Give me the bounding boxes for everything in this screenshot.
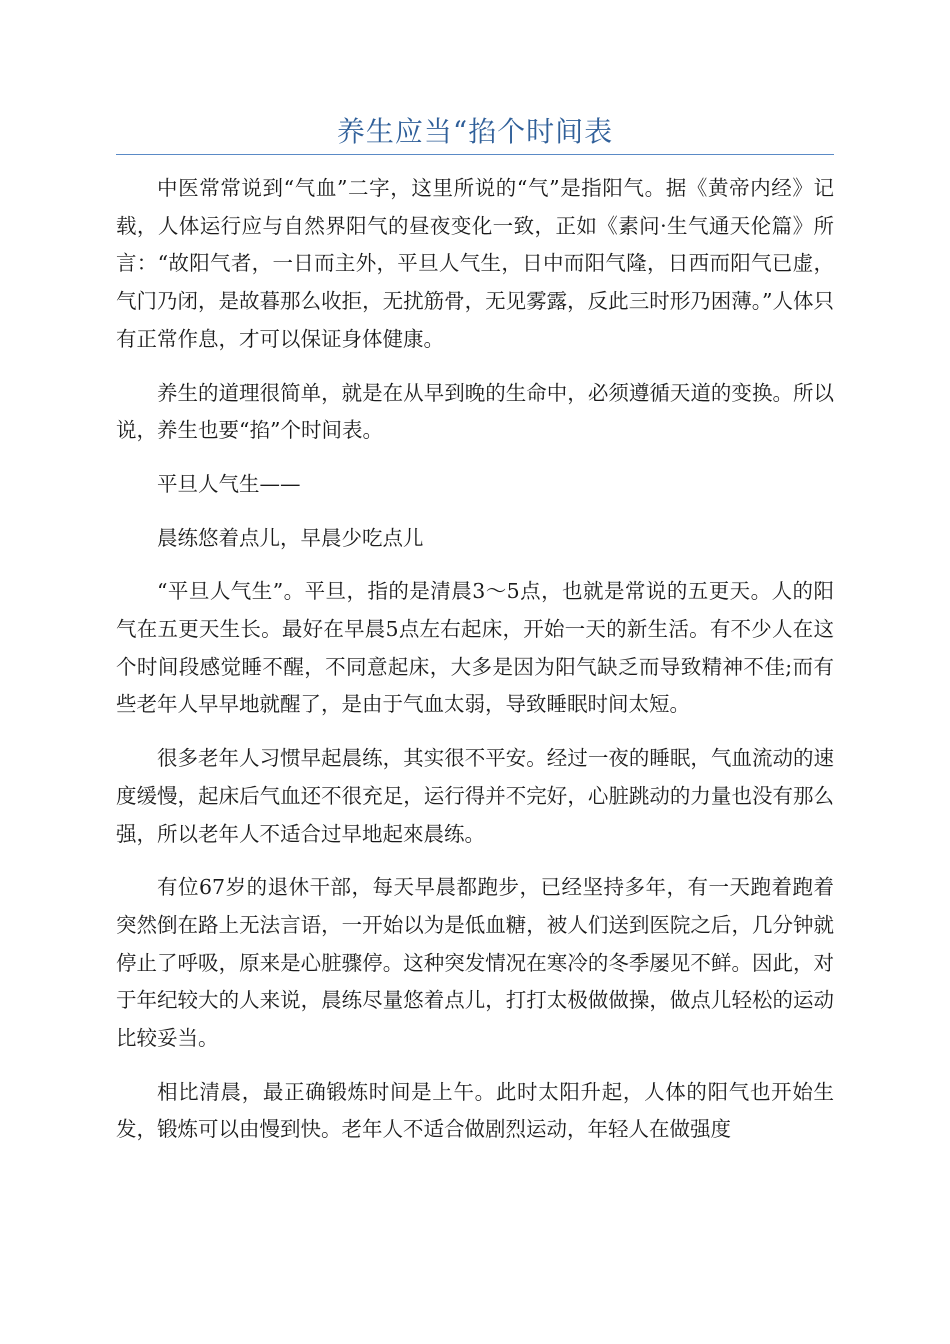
paragraph-2: 养生的道理很简单，就是在从早到晚的生命中，必须遵循天道的变换。所以说，养生也要“掐”个时间表。	[116, 380, 834, 443]
paragraph-5: 有位67岁的退休干部，每天早晨都跑步，已经坚持多年，有一天跑着跑着突然倒在路上无法言语，一开始以为是低血糖，被人们送到医院之后，几分钟就停止了呼吸，原来是心脏骤停。这种突发情况在寒冷的冬季屡见不鲜。因此，对于年纪较大的人来说，晨练尽量悠着点儿，打打太极做做操，做点儿轻松的运动比较妥当。	[116, 875, 834, 1051]
section-subheading-1: 晨练悠着点儿，早晨少吃点儿	[157, 525, 424, 550]
title-underline	[116, 154, 834, 155]
document-title: 养生应当“掐个时间表	[336, 115, 614, 148]
paragraph-3: “平旦人气生”。平旦，指的是清晨3～5点，也就是常说的五更天。人的阳气在五更天生长。最好在早晨5点左右起床，开始一天的新生活。有不少人在这个时间段感觉睡不醒，不同意起床，大多是因为阳气缺乏而导致精神不佳;而有些老年人早早地就醒了，是由于气血太弱，导致睡眠时间太短。	[116, 579, 834, 717]
paragraph-6: 相比清晨，最正确锻炼时间是上午。此时太阳升起，人体的阳气也开始生发，锻炼可以由慢到快。老年人不适合做剧烈运动，年轻人在做强度	[116, 1079, 834, 1142]
document-body	[116, 170, 834, 1165]
paragraph-1: 中医常常说到“气血”二字，这里所说的“气”是指阳气。据《黄帝内经》记载，人体运行应与自然界阳气的昼夜变化一致，正如《素问·生气通天伦篇》所言：“故阳气者，一日而主外，平旦人气生，日中而阳气隆，日西而阳气已虚，气门乃闭，是故暮那么收拒，无扰筋骨，无见雾露，反此三时形乃困薄。”人体只有正常作息，才可以保证身体健康。	[116, 176, 834, 351]
section-heading-1: 平旦人气生——	[157, 471, 301, 496]
paragraph-4: 很多老年人习惯早起晨练，其实很不平安。经过一夜的睡眠，气血流动的速度缓慢，起床后气血还不很充足，运行得并不完好，心脏跳动的力量也没有那么强，所以老年人不适合过早地起來晨练。	[116, 746, 834, 846]
